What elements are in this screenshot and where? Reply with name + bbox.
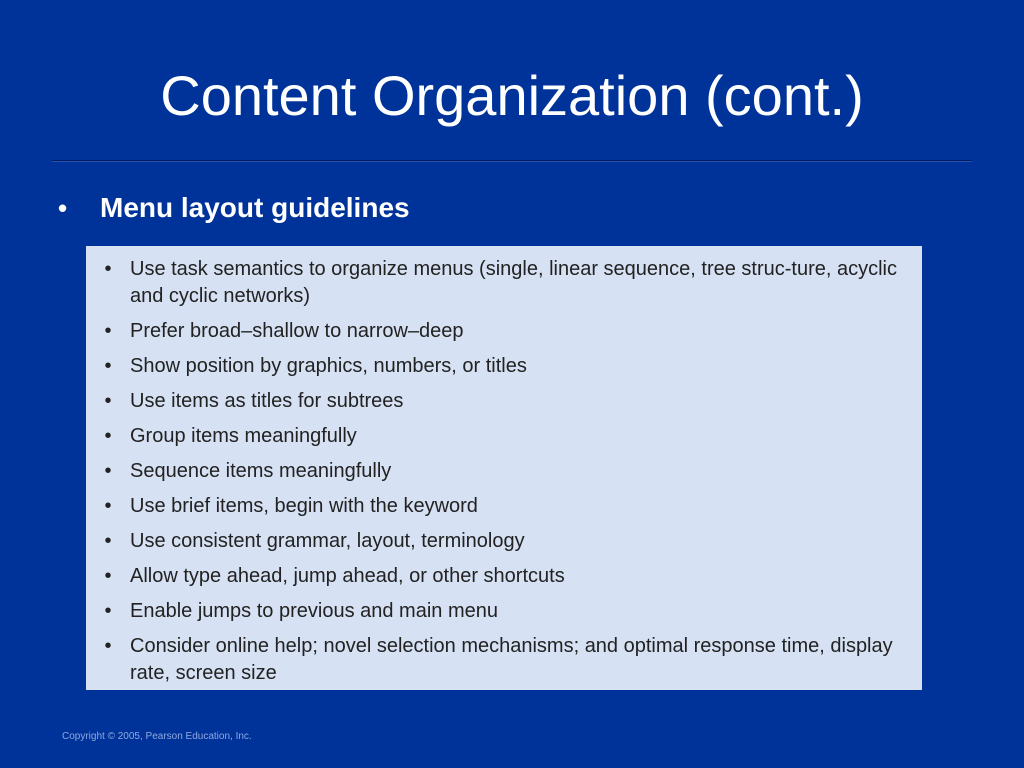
guideline-item <box>86 528 908 555</box>
list-bullet-icon: • <box>104 635 112 657</box>
guideline-text: Show position by graphics, numbers, or titles <box>130 355 527 377</box>
guideline-item <box>86 633 908 687</box>
list-bullet-icon: • <box>104 600 112 622</box>
guideline-item <box>86 563 908 590</box>
main-bullet <box>58 188 410 228</box>
guideline-item <box>86 318 908 345</box>
guideline-text: Use items as titles for subtrees <box>130 390 404 412</box>
guideline-text: Prefer broad–shallow to narrow–deep <box>130 320 464 342</box>
guideline-item <box>86 598 908 625</box>
guideline-text: Use task semantics to organize menus (single, linear sequence, tree struc-ture, acyclic and cyclic networks) <box>130 258 898 307</box>
copyright-footer: Copyright © 2005, Pearson Education, Inc. <box>62 731 252 742</box>
bullet-text: Menu layout guidelines <box>100 192 410 223</box>
guideline-text: Allow type ahead, jump ahead, or other shortcuts <box>130 565 565 587</box>
list-bullet-icon: • <box>104 495 112 517</box>
guideline-item <box>86 423 908 450</box>
guideline-text: Use consistent grammar, layout, terminology <box>130 530 525 552</box>
list-bullet-icon: • <box>104 390 112 412</box>
title-divider <box>52 160 972 162</box>
list-bullet-icon: • <box>104 565 112 587</box>
list-bullet-icon: • <box>104 258 112 280</box>
bullet-marker: • <box>58 192 68 223</box>
guidelines-box <box>86 246 922 690</box>
guideline-text: Sequence items meaningfully <box>130 460 392 482</box>
list-bullet-icon: • <box>104 355 112 377</box>
list-bullet-icon: • <box>104 320 112 342</box>
guideline-item <box>86 353 908 380</box>
guideline-item <box>86 458 908 485</box>
guideline-text: Use brief items, begin with the keyword <box>130 495 478 517</box>
slide-title: Content Organization (cont.) <box>160 64 864 127</box>
list-bullet-icon: • <box>104 460 112 482</box>
guideline-item <box>86 388 908 415</box>
guidelines-list <box>86 246 922 687</box>
list-bullet-icon: • <box>104 425 112 447</box>
guideline-text: Group items meaningfully <box>130 425 357 447</box>
guideline-item <box>86 256 908 310</box>
guideline-item <box>86 493 908 520</box>
guideline-text: Consider online help; novel selection mechanisms; and optimal response time, display rate, screen size <box>130 635 893 684</box>
guideline-text: Enable jumps to previous and main menu <box>130 600 498 622</box>
list-bullet-icon: • <box>104 530 112 552</box>
